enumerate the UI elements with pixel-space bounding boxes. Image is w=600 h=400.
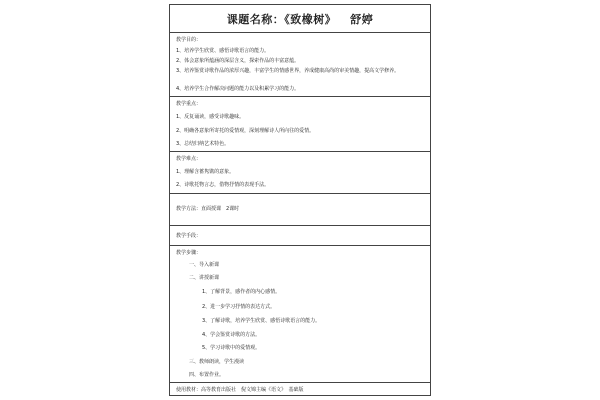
steps-item: 三、教师朗读，学生漫读 bbox=[189, 359, 245, 365]
goals-heading: 教学目的： bbox=[176, 37, 202, 43]
goals-section bbox=[170, 33, 430, 97]
steps-item: 二、讲授新课 bbox=[189, 275, 220, 281]
textbook-note: 使用教材：高等教育出版社 倪文锦主编《语文》 基础版 bbox=[176, 387, 304, 393]
means-section bbox=[170, 226, 430, 246]
steps-item: 一、导入新课 bbox=[189, 262, 220, 268]
difficulties-heading: 教学难点： bbox=[176, 156, 202, 162]
difficulties-section bbox=[170, 152, 430, 194]
key-points-item: 1、反复诵读，感受诗歌趣味。 bbox=[176, 114, 245, 120]
steps-section bbox=[170, 246, 430, 383]
steps-subitem: 5、学习诗歌中的爱情观。 bbox=[202, 345, 261, 351]
difficulties-item: 1、理解含蓄隽镌的意象。 bbox=[176, 169, 235, 175]
footer-row bbox=[170, 383, 430, 397]
key-points-item: 2、明确各意象所寄托的爱情观，深刻理解诗人所向往的爱情。 bbox=[176, 128, 315, 134]
method-section bbox=[170, 194, 430, 226]
steps-item: 四、布置作业。 bbox=[189, 372, 225, 378]
steps-subitem: 2、进一步学习抒情的表达方式。 bbox=[202, 304, 276, 310]
goals-item: 2、体会意象所蕴涵的深层含义，探索作品的丰富意蕴。 bbox=[176, 58, 300, 64]
key-points-item: 3、总结归纳艺术特色。 bbox=[176, 141, 230, 147]
steps-subitem: 1、了解背景，感作者的内心感情。 bbox=[202, 289, 281, 295]
goals-item: 1、培养学生欣赏、感悟诗歌语言的能力。 bbox=[176, 48, 270, 54]
key-points-section bbox=[170, 97, 430, 152]
lesson-plan-sheet bbox=[169, 4, 431, 396]
lesson-author: 舒婷 bbox=[350, 13, 374, 26]
title-row bbox=[170, 5, 430, 33]
goals-item: 4、培养学生合作解决问题的能力以及积累学习的能力。 bbox=[176, 86, 300, 92]
steps-subitem: 3、了解诗歌，培养学生欣赏、感悟诗歌语言的能力。 bbox=[202, 318, 321, 324]
steps-heading: 教学步骤： bbox=[176, 250, 202, 256]
method-text: 教学方法：直面授课 2课时 bbox=[176, 206, 240, 212]
means-text: 教学手段： bbox=[176, 233, 202, 239]
steps-subitem: 4、学会鉴赏诗歌的方法。 bbox=[202, 332, 261, 338]
lesson-title bbox=[170, 11, 430, 27]
key-points-heading: 教学重点： bbox=[176, 101, 202, 107]
goals-item: 3、培养鉴赏诗歌作品的浓厚兴趣，丰富学生的情感世界，养成健康高尚的审美情趣，提高文学修养。 bbox=[176, 68, 400, 74]
lesson-title-label: 课题名称：《致橡树》 bbox=[226, 13, 337, 26]
difficulties-item: 2、诗歌托物言志，借物抒情的表现手法。 bbox=[176, 182, 270, 188]
